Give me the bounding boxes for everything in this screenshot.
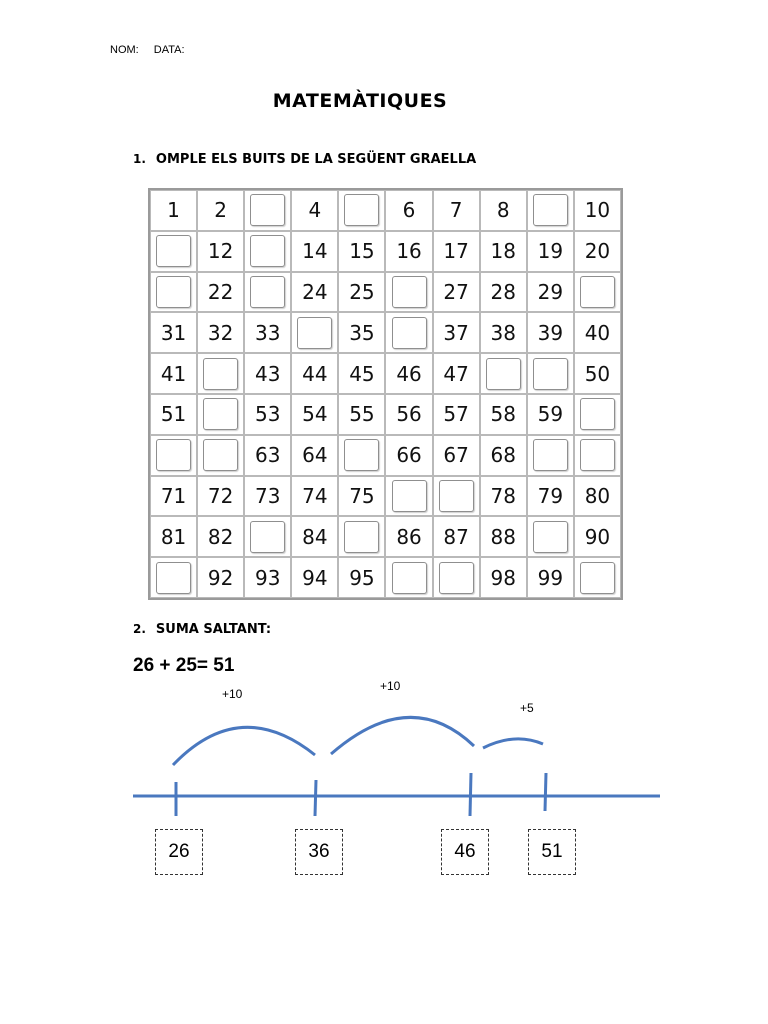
grid-cell [338,516,385,557]
grid-cell: 46 [385,353,432,394]
grid-cell: 14 [291,231,338,272]
jump-arc-1 [173,727,315,765]
equation: 26 + 25= 51 [133,655,235,676]
exercise-1-instruction: OMPLE ELS BUITS DE LA SEGÜENT GRAELLA [155,152,477,167]
hundred-grid [148,188,623,600]
grid-cell: 4 [291,190,338,231]
grid-cell: 18 [480,231,527,272]
grid-cell [338,190,385,231]
grid-cell: 71 [150,476,197,517]
exercise-2-number: 2. [133,622,146,636]
grid-cell: 66 [385,435,432,476]
blank-box[interactable] [486,358,521,390]
grid-cell: 82 [197,516,244,557]
blank-box[interactable] [344,439,379,471]
grid-cell: 40 [574,312,621,353]
grid-cell [527,353,574,394]
grid-cell: 20 [574,231,621,272]
grid-cell [385,476,432,517]
grid-cell: 75 [338,476,385,517]
number-line [0,670,768,830]
blank-box[interactable] [392,317,427,349]
grid-cell: 47 [433,353,480,394]
grid-cell: 67 [433,435,480,476]
grid-cell: 7 [433,190,480,231]
grid-cell: 28 [480,272,527,313]
grid-cell: 39 [527,312,574,353]
grid-cell [244,272,291,313]
grid-cell [527,516,574,557]
grid-cell [150,557,197,598]
grid-cell: 63 [244,435,291,476]
grid-cell: 2 [197,190,244,231]
grid-cell: 88 [480,516,527,557]
page-title: MATEMÀTIQUES [272,90,448,112]
name-date-header [110,44,197,56]
jump-label-3: +5 [520,701,534,715]
grid-cell: 54 [291,394,338,435]
exercise-1-heading [133,152,476,167]
grid-cell: 86 [385,516,432,557]
grid-cell: 33 [244,312,291,353]
grid-cell [385,272,432,313]
grid-cell: 25 [338,272,385,313]
value-box-2[interactable]: 36 [295,829,343,875]
grid-cell [197,435,244,476]
blank-box[interactable] [580,276,615,308]
grid-cell: 90 [574,516,621,557]
name-label: NOM: [110,44,139,56]
grid-cell: 17 [433,231,480,272]
grid-cell: 15 [338,231,385,272]
grid-cell [244,190,291,231]
grid-cell [527,435,574,476]
blank-box[interactable] [392,276,427,308]
grid-cell [197,394,244,435]
grid-cell: 27 [433,272,480,313]
grid-cell: 72 [197,476,244,517]
blank-box[interactable] [533,358,568,390]
grid-cell [150,272,197,313]
grid-cell: 55 [338,394,385,435]
blank-box[interactable] [203,358,238,390]
grid-cell: 37 [433,312,480,353]
grid-cell [150,435,197,476]
blank-box[interactable] [297,317,332,349]
grid-cell [433,557,480,598]
grid-cell: 43 [244,353,291,394]
grid-cell: 41 [150,353,197,394]
grid-cell: 31 [150,312,197,353]
grid-cell [385,557,432,598]
tick-36 [315,780,316,816]
blank-box[interactable] [533,521,568,553]
grid-cell [291,312,338,353]
grid-cell: 57 [433,394,480,435]
grid-cell: 53 [244,394,291,435]
grid-cell: 38 [480,312,527,353]
blank-box[interactable] [439,480,474,512]
grid-cell: 6 [385,190,432,231]
grid-cell [574,557,621,598]
grid-cell: 58 [480,394,527,435]
jump-label-2: +10 [380,679,401,693]
grid-cell [244,516,291,557]
grid-cell [574,435,621,476]
blank-box[interactable] [156,235,191,267]
blank-box[interactable] [580,439,615,471]
jump-label-1: +10 [222,687,243,701]
blank-box[interactable] [392,480,427,512]
grid-cell: 59 [527,394,574,435]
value-box-4[interactable]: 51 [528,829,576,875]
blank-box[interactable] [203,398,238,430]
value-box-3[interactable]: 46 [441,829,489,875]
blank-box[interactable] [250,235,285,267]
grid-cell: 24 [291,272,338,313]
grid-cell: 92 [197,557,244,598]
grid-cell: 98 [480,557,527,598]
grid-cell: 22 [197,272,244,313]
blank-box[interactable] [580,398,615,430]
grid-cell [197,353,244,394]
date-label: DATA: [153,44,185,56]
grid-cell [433,476,480,517]
exercise-2-instruction: SUMA SALTANT: [155,622,272,637]
grid-cell: 50 [574,353,621,394]
grid-cell: 64 [291,435,338,476]
value-box-1[interactable]: 26 [155,829,203,875]
grid-cell [574,394,621,435]
grid-cell [574,272,621,313]
tick-51 [545,773,546,811]
grid-cell [150,231,197,272]
blank-box[interactable] [250,194,285,226]
grid-cell: 80 [574,476,621,517]
grid-cell: 56 [385,394,432,435]
tick-46 [470,773,471,816]
grid-cell: 84 [291,516,338,557]
grid-cell: 10 [574,190,621,231]
grid-cell [244,231,291,272]
grid-cell: 51 [150,394,197,435]
grid-cell: 19 [527,231,574,272]
blank-box[interactable] [533,439,568,471]
blank-box[interactable] [344,194,379,226]
grid-cell: 73 [244,476,291,517]
grid-cell: 94 [291,557,338,598]
blank-box[interactable] [156,562,191,594]
grid-cell: 45 [338,353,385,394]
grid-cell: 16 [385,231,432,272]
grid-cell [527,190,574,231]
blank-box[interactable] [250,276,285,308]
blank-box[interactable] [344,521,379,553]
grid-cell: 68 [480,435,527,476]
grid-cell: 87 [433,516,480,557]
grid-cell [338,435,385,476]
grid-cell [480,353,527,394]
blank-box[interactable] [392,562,427,594]
blank-box[interactable] [250,521,285,553]
grid-cell: 35 [338,312,385,353]
blank-box[interactable] [439,562,474,594]
grid-cell: 93 [244,557,291,598]
exercise-2-heading [133,622,271,637]
grid-cell: 81 [150,516,197,557]
grid-cell: 1 [150,190,197,231]
blank-box[interactable] [580,562,615,594]
blank-box[interactable] [533,194,568,226]
grid-cell: 44 [291,353,338,394]
blank-box[interactable] [156,439,191,471]
exercise-1-number: 1. [133,152,146,166]
grid-cell: 78 [480,476,527,517]
grid-cell: 29 [527,272,574,313]
grid-cell: 8 [480,190,527,231]
grid-cell [385,312,432,353]
jump-arc-3 [483,739,543,748]
blank-box[interactable] [156,276,191,308]
grid-cell: 12 [197,231,244,272]
grid-cell: 79 [527,476,574,517]
blank-box[interactable] [203,439,238,471]
grid-cell: 32 [197,312,244,353]
grid-cell: 99 [527,557,574,598]
jump-arc-2 [331,717,474,754]
grid-cell: 74 [291,476,338,517]
grid-cell: 95 [338,557,385,598]
